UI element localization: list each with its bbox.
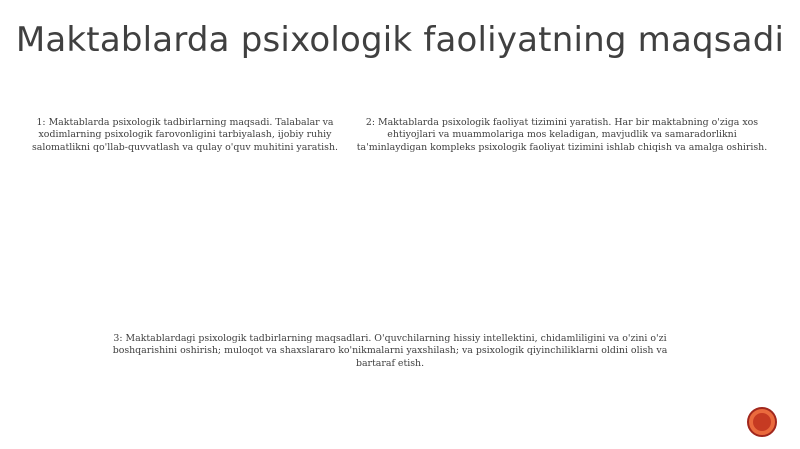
text-block-2: 2: Maktablarda psixologik faoliyat tizimini yaratish. Har bir maktabning o'ziga xos ehtiyojlari va muammolariga mos keladigan, mavjudlik va samaradorlikni ta'minlaydigan kompleks psixologik faoliyat tizimini ishlab chiqish va amalga oshirish. xyxy=(356,117,768,153)
slide-title: Maktablarda psixologik faoliyatning maqsadi xyxy=(15,20,785,60)
circle-nav-button-icon[interactable] xyxy=(747,407,777,437)
text-block-1: 1: Maktablarda psixologik tadbirlarning maqsadi. Talabalar va xodimlarning psixologik farovonligini tarbiyalash, ijobiy ruhiy salomatlikni qo'llab-quvvatlash va qulay o'quv muhitini yaratish. xyxy=(32,117,338,153)
text-block-3: 3: Maktablardagi psixologik tadbirlarning maqsadlari. O'quvchilarning hissiy intellektini, chidamliligini va o'zini o'zi boshqarishini oshirish; muloqot va shaxslararo ko'nikmalarni yaxshilash; va psixologik qiyinchiliklarni oldini olish va bartaraf etish. xyxy=(112,333,668,369)
